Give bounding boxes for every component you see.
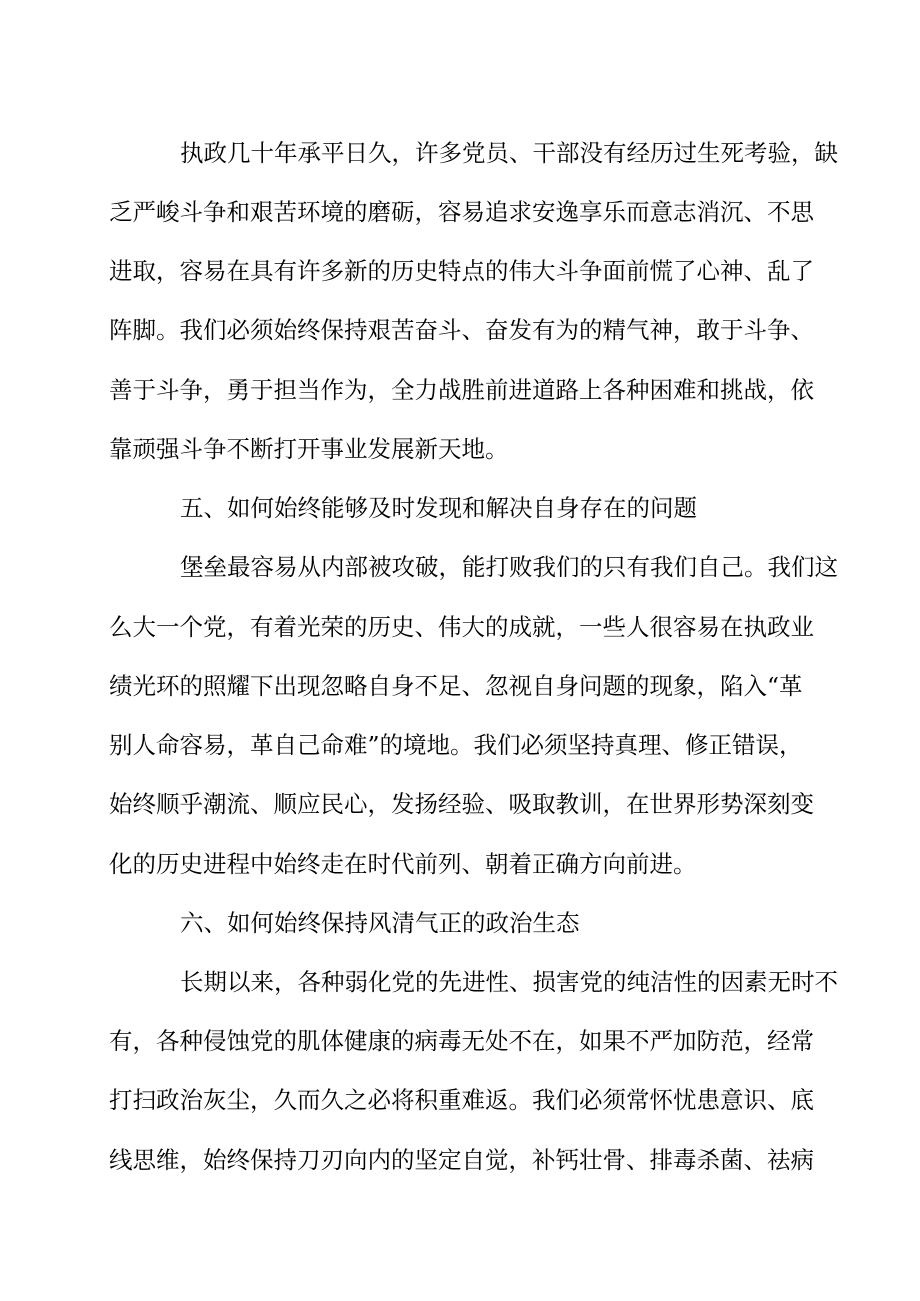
- section-heading: 六、如何始终保持风清气正的政治生态: [180, 909, 580, 937]
- paragraph-line: 线思维，始终保持刀刃向内的坚定自觉，补钙壮骨、排毒杀菌、祛病: [109, 1146, 814, 1174]
- section-heading: 五、如何始终能够及时发现和解决自身存在的问题: [180, 494, 697, 522]
- paragraph-line: 化的历史进程中始终走在时代前列、朝着正确方向前进。: [109, 850, 697, 878]
- paragraph-line: 别人命容易，革自己命难”的境地。我们必须坚持真理、修正错误，: [109, 731, 803, 759]
- paragraph-line: 善于斗争，勇于担当作为，全力战胜前进道路上各种困难和挑战，依: [109, 376, 814, 404]
- paragraph-line: 阵脚。我们必须始终保持艰苦奋斗、奋发有为的精气神，敢于斗争、: [109, 316, 814, 344]
- paragraph-line: 始终顺乎潮流、顺应民心，发扬经验、吸取教训，在世界形势深刻变: [109, 790, 814, 818]
- paragraph-line: 长期以来，各种弱化党的先进性、损害党的纯洁性的因素无时不: [180, 968, 838, 996]
- paragraph-line: 绩光环的照耀下出现忽略自身不足、忽视自身问题的现象，陷入“革: [109, 672, 803, 700]
- paragraph-line: 打扫政治灰尘，久而久之必将积重难返。我们必须常怀忧患意识、底: [109, 1086, 814, 1114]
- paragraph-line: 进取，容易在具有许多新的历史特点的伟大斗争面前慌了心神、乱了: [109, 257, 814, 285]
- paragraph-line: 乏严峻斗争和艰苦环境的磨砺，容易追求安逸享乐而意志消沉、不思: [109, 198, 814, 226]
- paragraph-line: 靠顽强斗争不断打开事业发展新天地。: [109, 435, 509, 463]
- paragraph-line: 执政几十年承平日久，许多党员、干部没有经历过生死考验，缺: [180, 139, 838, 167]
- paragraph-line: 么大一个党，有着光荣的历史、伟大的成就，一些人很容易在执政业: [109, 613, 814, 641]
- paragraph-line: 堡垒最容易从内部被攻破，能打败我们的只有我们自己。我们这: [180, 553, 838, 581]
- paragraph-line: 有，各种侵蚀党的肌体健康的病毒无处不在，如果不严加防范，经常: [109, 1027, 814, 1055]
